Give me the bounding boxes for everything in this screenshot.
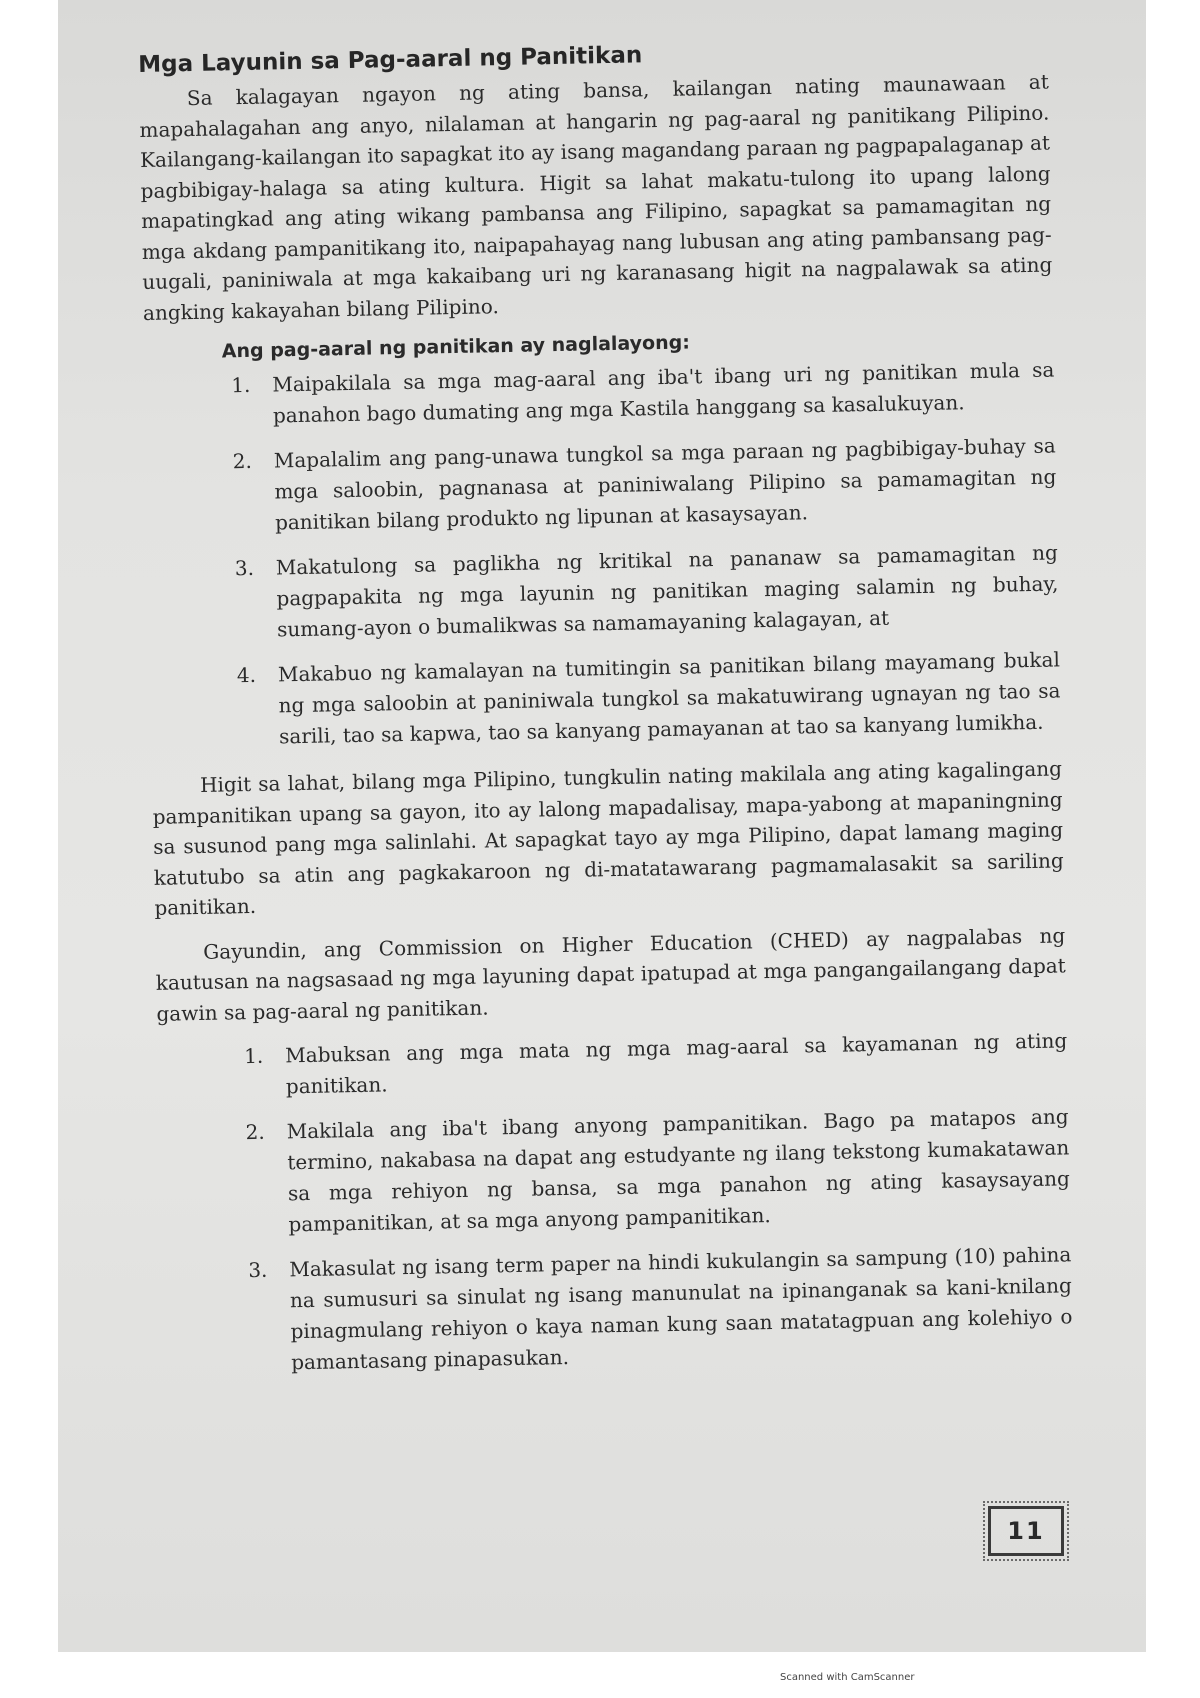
list-item-number: 2. <box>232 448 253 474</box>
ched-objectives-list <box>157 1025 1073 1380</box>
list-item-text: Makabuo ng kamalayan na tumitingin sa panitikan bilang mayamang bukal ng mga saloobin at paniniwala tungkol sa makatuwirang ugnayan ng tao sa sarili, tao sa kapwa, tao sa kanyang pamayanan at tao sa kanyang lumikha. <box>277 647 1061 749</box>
list-item <box>157 1025 1068 1104</box>
list-item-text: Mapalalim ang pang-unawa tungkol sa mga paraan ng pagbibigay-buhay sa mga saloobin, pagnanasa at paniniwalang Pilipino sa pamamagitan ng panitikan bilang produkto ng lipunan at kasaysayan. <box>273 433 1057 535</box>
intro-paragraph: Sa kalagayan ngayon ng ating bansa, kailangan nating maunawaan at mapahalagahan ang anyo, nilalaman at hangarin ng pag-aaral ng panitikang Pilipino. Kailangang-kailangan ito sapagkat ito ay isang magandang paraan ng pagpapalaganap at pagbibigay-halaga sa ating kultura. Higit sa lahat makatu-tulong ito upang lalong mapatingkad ang ating wikang pambansa ang Filipino, sapagkat sa pamamagitan ng mga akdang pampanitikang ito, naipapahayag nang lubusan ang ating pambansang pag-uugali, paniniwala at mga kakaibang uri ng karanasang higit na nagpalawak sa ating angking kakayahan bilang Pilipino. <box>139 69 1053 325</box>
list-item <box>158 1101 1070 1242</box>
scanner-watermark: Scanned with CamScanner <box>780 1672 915 1683</box>
list-item <box>148 537 1060 647</box>
list-item <box>146 430 1058 540</box>
list-item-number: 1. <box>243 1043 264 1069</box>
list-item-number: 3. <box>248 1257 268 1283</box>
list-item-text: Makasulat ng isang term paper na hindi kukulangin sa sampung (10) pahina na sumusuri sa sinulat ng isang manunulat na ipinanganak sa kani-knilang pinagmulang rehiyon o kaya naman kung saan matatagpuan ang kolehiyo o pamantasang pinapasukan. <box>289 1242 1073 1375</box>
list-item-number: 2. <box>245 1119 265 1145</box>
list-item-text: Makatulong sa paglikha ng kritikal na pananaw sa pamamagitan ng pagpapakita ng mga layunin ng panitikan maging salamin ng buhay, sumang-ayon o bumalikwas sa namamayaning kalagayan, at <box>275 540 1059 642</box>
list-item-number: 4. <box>236 662 257 688</box>
page-number-badge: 11 <box>988 1506 1064 1556</box>
list-item-text: Makilala ang iba't ibang anyong pampanitikan. Bago pa matapos ang termino, nakabasa na dapat ang estudyante ng ilang tekstong kumakatawan sa mga rehiyon ng bansa, sa mga panahon ng ating kasaysayang pampanitikan, at sa mga anyong pampanitikan. <box>286 1104 1071 1237</box>
section-title: Mga Layunin sa Pag-aaral ng Panitikan <box>138 42 643 78</box>
list-item-text: Maipakilala sa mga mag-aaral ang iba't ibang uri ng panitikan mula sa panahon bago dumating ang mga Kastila hanggang sa kasalukuyan. <box>272 357 1055 428</box>
list-item <box>144 354 1055 433</box>
list-item <box>150 644 1062 754</box>
list-item <box>161 1239 1073 1380</box>
list-item-number: 1. <box>231 372 251 398</box>
list-item-text: Mabuksan ang mga mata ng mga mag-aaral sa kayamanan ng ating panitikan. <box>285 1028 1068 1099</box>
paragraph-3: Gayundin, ang Commission on Higher Education (CHED) ay nagpalabas ng kautusan na nagsasaad ng mga layuning dapat ipatupad at mga pangangailangang dapat gawin sa pag-aaral ng panitikan. <box>155 922 1066 1026</box>
list-item-number: 3. <box>234 555 255 581</box>
objectives-heading: Ang pag-aaral ng panitikan ay naglalayong: <box>221 331 691 363</box>
paragraph-2: Higit sa lahat, bilang mga Pilipino, tungkulin nating makilala ang ating kagalingang pampanitikan upang sa gayon, ito ay lalong mapadalisay, mapa-yabong at mapaningning sa susunod pang mga salinlahi. At sapagkat tayo ay mga Pilipino, dapat lamang maging katutubo sa atin ang pagkakaroon ng di-matatawarang pagmamalasakit sa sariling panitikan. <box>152 756 1064 920</box>
scanned-page <box>58 0 1146 1652</box>
objectives-list <box>144 354 1061 754</box>
page-content <box>138 35 1074 1397</box>
